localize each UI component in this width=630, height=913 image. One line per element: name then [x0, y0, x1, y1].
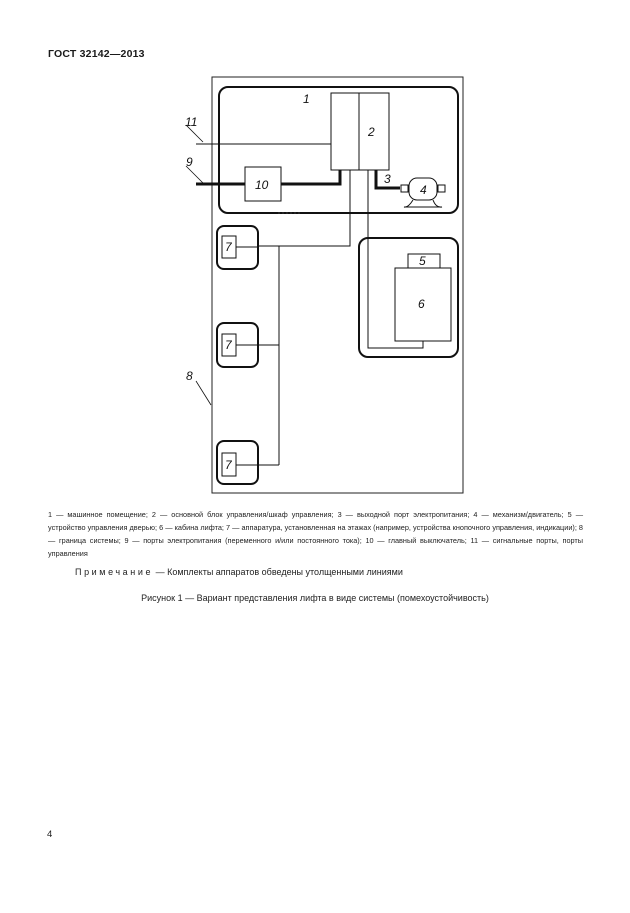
legend-item: 3 — выходной порт электропитания; — [337, 510, 474, 519]
note-keyword: Примечание — [75, 567, 154, 577]
callout-6: 6 — [418, 297, 425, 311]
callout-7c: 7 — [225, 458, 232, 472]
page-number: 4 — [47, 829, 53, 840]
legend-item: 5 — устройство управления дверью; — [48, 510, 583, 532]
callout-11: 11 — [185, 115, 198, 129]
callout-1: 1 — [303, 92, 310, 106]
document-header: ГОСТ 32142—2013 — [48, 48, 145, 60]
legend-item: 6 — кабина лифта; — [159, 523, 226, 532]
callout-2: 2 — [368, 125, 375, 139]
legend-item: 7 — аппаратура, установленная на этажах (например, устройства кнопочного управления, индикации); — [226, 523, 579, 532]
motor-right-cap — [438, 185, 445, 192]
legend-item: 10 — главный выключатель; — [365, 536, 471, 545]
legend-item: 2 — основной блок управления/шкаф управления; — [151, 510, 338, 519]
callout-7a: 7 — [225, 240, 232, 254]
legend-item: 4 — механизм/двигатель; — [473, 510, 568, 519]
note-text: — Комплекты аппаратов обведены утолщенными линиями — [153, 567, 403, 577]
figure-caption: Рисунок 1 — Вариант представления лифта в виде системы (помехоустойчивость) — [141, 593, 489, 603]
callout-8: 8 — [186, 369, 193, 383]
callout-10: 10 — [255, 178, 269, 192]
legend-item: 9 — порты электропитания (переменного и/или постоянного тока); — [124, 536, 366, 545]
landing-device-group-3 — [217, 441, 258, 484]
callout-4: 4 — [420, 183, 427, 197]
callout-5: 5 — [419, 254, 426, 268]
motor-left-cap — [401, 185, 408, 192]
control-unit-box — [331, 93, 389, 170]
callout-7b: 7 — [225, 338, 232, 352]
legend-item: 1 — машинное помещение; — [48, 510, 152, 519]
figure-note — [75, 567, 403, 577]
system-boundary — [212, 77, 463, 493]
callout-3: 3 — [384, 172, 391, 186]
figure-legend — [48, 508, 583, 560]
legend-item: 11 — сигнальные порты, порты управления — [48, 536, 583, 558]
legend-item: 8 — граница системы; — [48, 523, 583, 545]
callout-9: 9 — [186, 155, 193, 169]
